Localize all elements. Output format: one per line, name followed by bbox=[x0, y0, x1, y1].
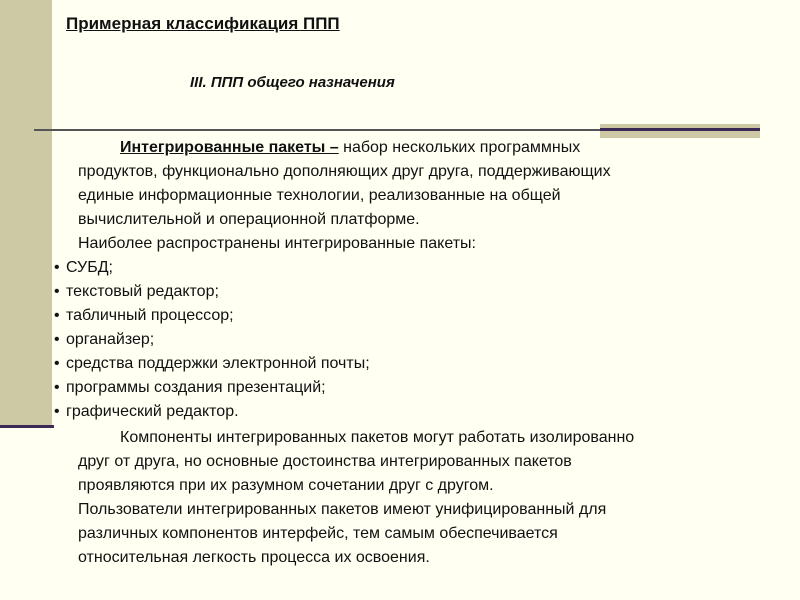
paragraph-line: различных компонентов интерфейс, тем самым обеспечивается bbox=[78, 525, 558, 542]
page-title: Примерная классификация ППП bbox=[66, 14, 340, 33]
paragraph-line: продуктов, функционально дополняющих друг друга, поддерживающих bbox=[78, 163, 611, 180]
bullet-icon: • bbox=[54, 283, 60, 300]
list-item bbox=[54, 352, 370, 376]
list-item-text: графический редактор. bbox=[66, 403, 239, 420]
list-item bbox=[54, 280, 370, 304]
decorative-side-rule bbox=[0, 425, 54, 428]
paragraph-line bbox=[78, 136, 778, 160]
divider-line bbox=[34, 129, 600, 131]
list-item bbox=[54, 256, 370, 280]
paragraph-line: относительная легкость процесса их освоения. bbox=[78, 549, 430, 566]
bullet-icon: • bbox=[54, 355, 60, 372]
bullet-icon: • bbox=[54, 379, 60, 396]
paragraph-line: друг от друга, но основные достоинства интегрированных пакетов bbox=[78, 453, 572, 470]
bullet-icon: • bbox=[54, 331, 60, 348]
list-item bbox=[54, 304, 370, 328]
paragraph-line: единые информационные технологии, реализованные на общей bbox=[78, 187, 561, 204]
decorative-side-bar bbox=[0, 0, 52, 425]
term-label: Интегрированные пакеты – bbox=[120, 139, 339, 156]
section-subtitle: III. ППП общего назначения bbox=[190, 74, 395, 91]
list-intro: Наиболее распространены интегрированные пакеты: bbox=[78, 235, 476, 252]
bullet-icon: • bbox=[54, 307, 60, 324]
bullet-icon: • bbox=[54, 403, 60, 420]
paragraph-line: Компоненты интегрированных пакетов могут работать изолированно bbox=[120, 429, 635, 446]
list-item-text: текстовый редактор; bbox=[66, 283, 219, 300]
list-item bbox=[54, 400, 370, 424]
list-item-text: СУБД; bbox=[66, 259, 113, 276]
list-item-text: программы создания презентаций; bbox=[66, 379, 326, 396]
decorative-top-rule bbox=[600, 128, 760, 131]
paragraph-line: Пользователи интегрированных пакетов имеют унифицированный для bbox=[78, 501, 607, 518]
package-list bbox=[54, 256, 370, 424]
paragraph-definition bbox=[78, 136, 778, 256]
list-item-text: средства поддержки электронной почты; bbox=[66, 355, 370, 372]
list-item bbox=[54, 376, 370, 400]
paragraph-components bbox=[78, 426, 788, 570]
list-item-text: органайзер; bbox=[66, 331, 155, 348]
list-item-text: табличный процессор; bbox=[66, 307, 234, 324]
bullet-icon: • bbox=[54, 259, 60, 276]
paragraph-line: проявляются при их разумном сочетании друг с другом. bbox=[78, 477, 494, 494]
paragraph-line: вычислительной и операционной платформе. bbox=[78, 211, 420, 228]
list-item bbox=[54, 328, 370, 352]
term-definition: набор нескольких программных bbox=[338, 139, 581, 156]
